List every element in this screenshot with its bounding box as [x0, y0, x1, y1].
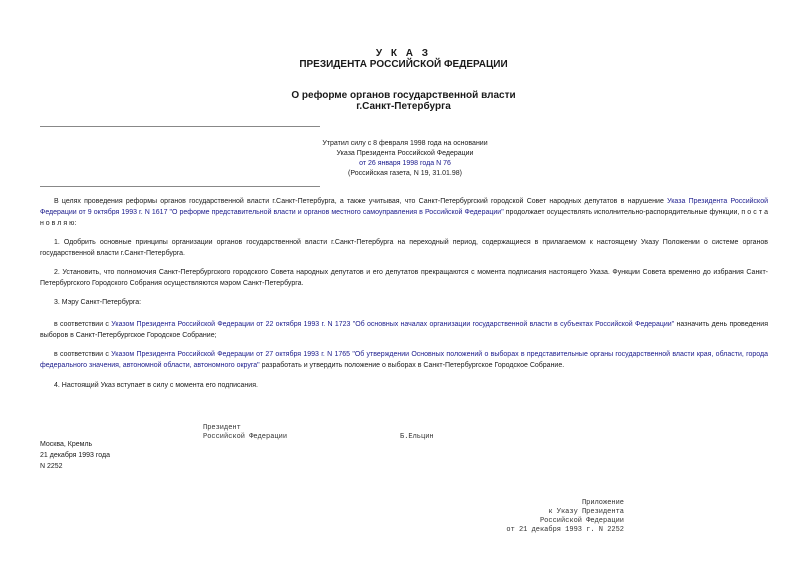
- paragraph-3a: [40, 319, 768, 341]
- signature-role-line2: Российской Федерации: [203, 433, 288, 441]
- divider-bottom: [40, 186, 320, 187]
- paragraph-3b-text-end: разработать и утвердить положение о выборах в Санкт-Петербургское Городское Собрание.: [259, 362, 565, 369]
- decree-1765-link[interactable]: Указом Президента Российской Федерации от 27 октября 1993 г. N 1765 "Об утверждении Основных положений о выборах в представительные органы государственной власти края, области, города федерального значения, автономной области, автономного округа": [40, 351, 768, 369]
- paragraph-1-text: 1. Одобрить основные принципы организации органов государственной власти г.Санкт-Петербурга на переходный период, содержащиеся в прилагаемом к настоящему Указу Положении о системе органов государственной власти г.Санкт-Петербурга.: [40, 239, 768, 257]
- decree-1723-link[interactable]: Указом Президента Российской Федерации от 22 октября 1993 г. N 1723 "Об основных началах организации государственной власти в субъектах Российской Федерации": [111, 321, 675, 328]
- paragraph-2: [40, 267, 768, 289]
- status-note-line2: Указа Президента Российской Федерации: [336, 150, 474, 157]
- paragraph-3-text: 3. Мэру Санкт-Петербурга:: [54, 299, 142, 306]
- signature-name: Б.Ельцин: [400, 433, 434, 441]
- annex-line1: Приложение: [581, 499, 624, 507]
- paragraph-3b: [40, 349, 768, 371]
- signing-date: 21 декабря 1993 года: [40, 452, 111, 459]
- paragraph-preamble: [40, 196, 768, 229]
- decree-number: N 2252: [40, 463, 63, 470]
- status-note-source: (Российская газета, N 19, 31.01.98): [348, 170, 462, 177]
- status-note-link[interactable]: от 26 января 1998 года N 76: [359, 160, 451, 167]
- signing-place: Москва, Кремль: [40, 441, 93, 448]
- annex-line2: к Указу Президента: [548, 508, 624, 516]
- paragraph-4-text: 4. Настоящий Указ вступает в силу с момента его подписания.: [54, 382, 258, 389]
- decree-subject-line1: О реформе органов государственной власти: [291, 90, 516, 101]
- decree-1617-link[interactable]: Указа Президента Российской Федерации от 9 октября 1993 г. N 1617 "О реформе представительной власти и органов местного самоуправления в Российской Федерации": [40, 198, 768, 216]
- decree-issuer: ПРЕЗИДЕНТА РОССИЙСКОЙ ФЕДЕРАЦИИ: [299, 59, 508, 70]
- paragraph-3b-text: в соответствии с: [54, 351, 112, 358]
- status-note-line1: Утратил силу с 8 февраля 1998 года на основании: [322, 140, 488, 147]
- paragraph-3a-text: в соответствии с: [54, 321, 112, 328]
- signature-role-line1: Президент: [203, 424, 241, 432]
- paragraph-3: [40, 297, 768, 308]
- decree-title: У К А З: [375, 48, 432, 59]
- paragraph-4: [40, 380, 768, 391]
- preamble-text: В целях проведения реформы органов государственной власти г.Санкт-Петербурга, а также учитывая, что Санкт-Петербургский городской Совет народных депутатов в нарушение: [54, 198, 668, 205]
- annex-line4: от 21 декабря 1993 г. N 2252: [506, 526, 624, 534]
- divider-top: [40, 126, 320, 127]
- paragraph-1: [40, 237, 768, 259]
- paragraph-3a-text-end: назначить день проведения выборов в Санкт-Петербургское Городское Собрание;: [40, 321, 768, 339]
- paragraph-2-text: 2. Установить, что полномочия Санкт-Петербургского городского Совета народных депутатов и его депутатов прекращаются с момента подписания настоящего Указа. Функции Совета временно до избрания Санкт-Петербургского Городского Собрания осуществляются мэром Санкт-Петербурга.: [40, 269, 768, 287]
- decree-subject-line2: г.Санкт-Петербурга: [356, 101, 451, 112]
- annex-line3: Российской Федерации: [539, 517, 624, 525]
- preamble-text-end: продолжает осуществлять исполнительно-распорядительные функции, п о с т а н о в л я ю:: [40, 209, 768, 227]
